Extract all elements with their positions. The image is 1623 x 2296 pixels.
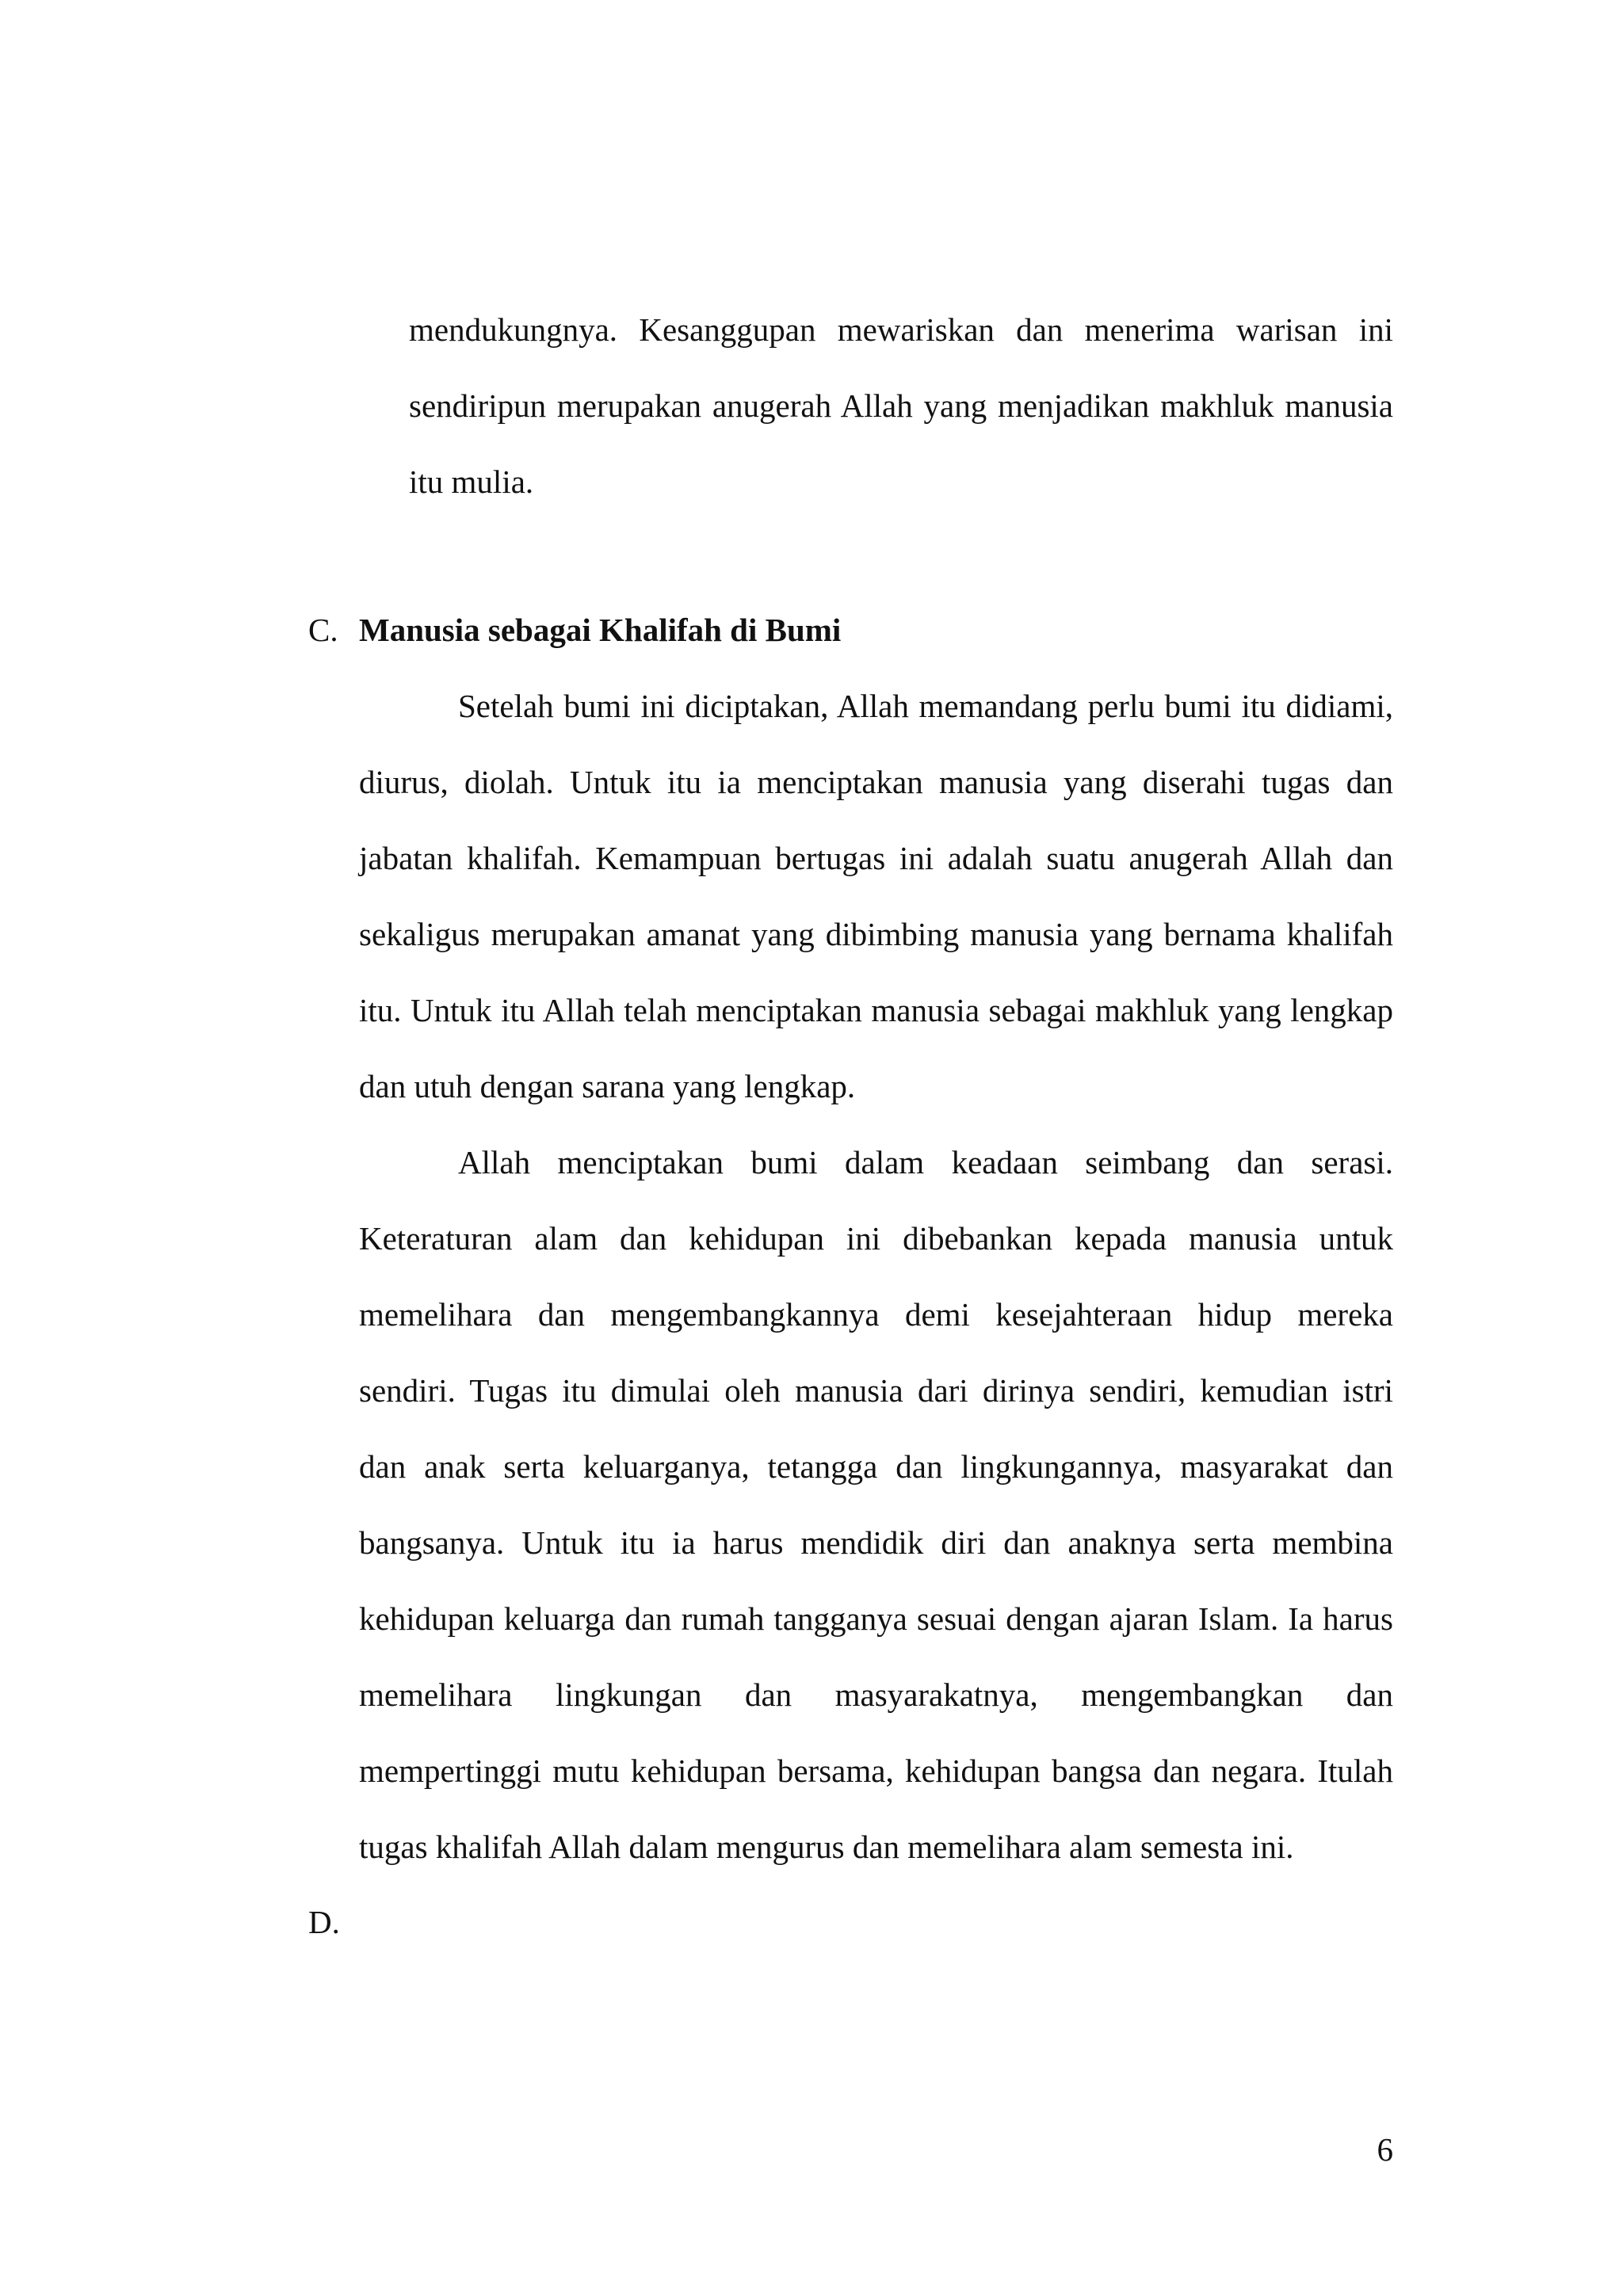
paragraph-line: sekaligus merupakan amanat yang dibimbing manusia yang bernama khalifah (359, 916, 1393, 952)
paragraph-line: Setelah bumi ini diciptakan, Allah memandang perlu bumi itu didiami, (458, 688, 1393, 724)
paragraph-line: memelihara lingkungan dan masyarakatnya, mengembangkan dan (359, 1676, 1393, 1713)
section-d-marker: D. (308, 1904, 340, 1940)
section-c-heading: Manusia sebagai Khalifah di Bumi (359, 612, 842, 648)
paragraph-line: diurus, diolah. Untuk itu ia menciptakan manusia yang diserahi tugas dan (359, 764, 1393, 800)
paragraph-line: kehidupan keluarga dan rumah tangganya sesuai dengan ajaran Islam. Ia harus (359, 1600, 1393, 1637)
paragraph-line: dan utuh dengan sarana yang lengkap. (359, 1068, 856, 1104)
paragraph-line: dan anak serta keluarganya, tetangga dan lingkungannya, masyarakat dan (359, 1448, 1393, 1485)
continuation-line: mendukungnya. Kesanggupan mewariskan dan menerima warisan ini (409, 311, 1393, 348)
paragraph-line: sendiri. Tugas itu dimulai oleh manusia dari dirinya sendiri, kemudian istri (359, 1372, 1393, 1409)
paragraph-line: bangsanya. Untuk itu ia harus mendidik diri dan anaknya serta membina (359, 1524, 1393, 1561)
paragraph-line: memelihara dan mengembangkannya demi kesejahteraan hidup mereka (359, 1296, 1393, 1333)
paragraph-line: tugas khalifah Allah dalam mengurus dan memelihara alam semesta ini. (359, 1829, 1294, 1865)
continuation-line: itu mulia. (409, 463, 534, 500)
paragraph-line: Keteraturan alam dan kehidupan ini dibebankan kepada manusia untuk (359, 1220, 1393, 1257)
section-c-marker: C. (308, 612, 338, 648)
paragraph-line: itu. Untuk itu Allah telah menciptakan manusia sebagai makhluk yang lengkap (359, 992, 1393, 1028)
page-number: 6 (1377, 2131, 1393, 2168)
paragraph-line: mempertinggi mutu kehidupan bersama, kehidupan bangsa dan negara. Itulah (359, 1753, 1393, 1789)
paragraph-line: jabatan khalifah. Kemampuan bertugas ini adalah suatu anugerah Allah dan (359, 840, 1393, 876)
paragraph-line: Allah menciptakan bumi dalam keadaan seimbang dan serasi. (458, 1144, 1393, 1180)
continuation-line: sendiripun merupakan anugerah Allah yang menjadikan makhluk manusia (409, 387, 1393, 424)
